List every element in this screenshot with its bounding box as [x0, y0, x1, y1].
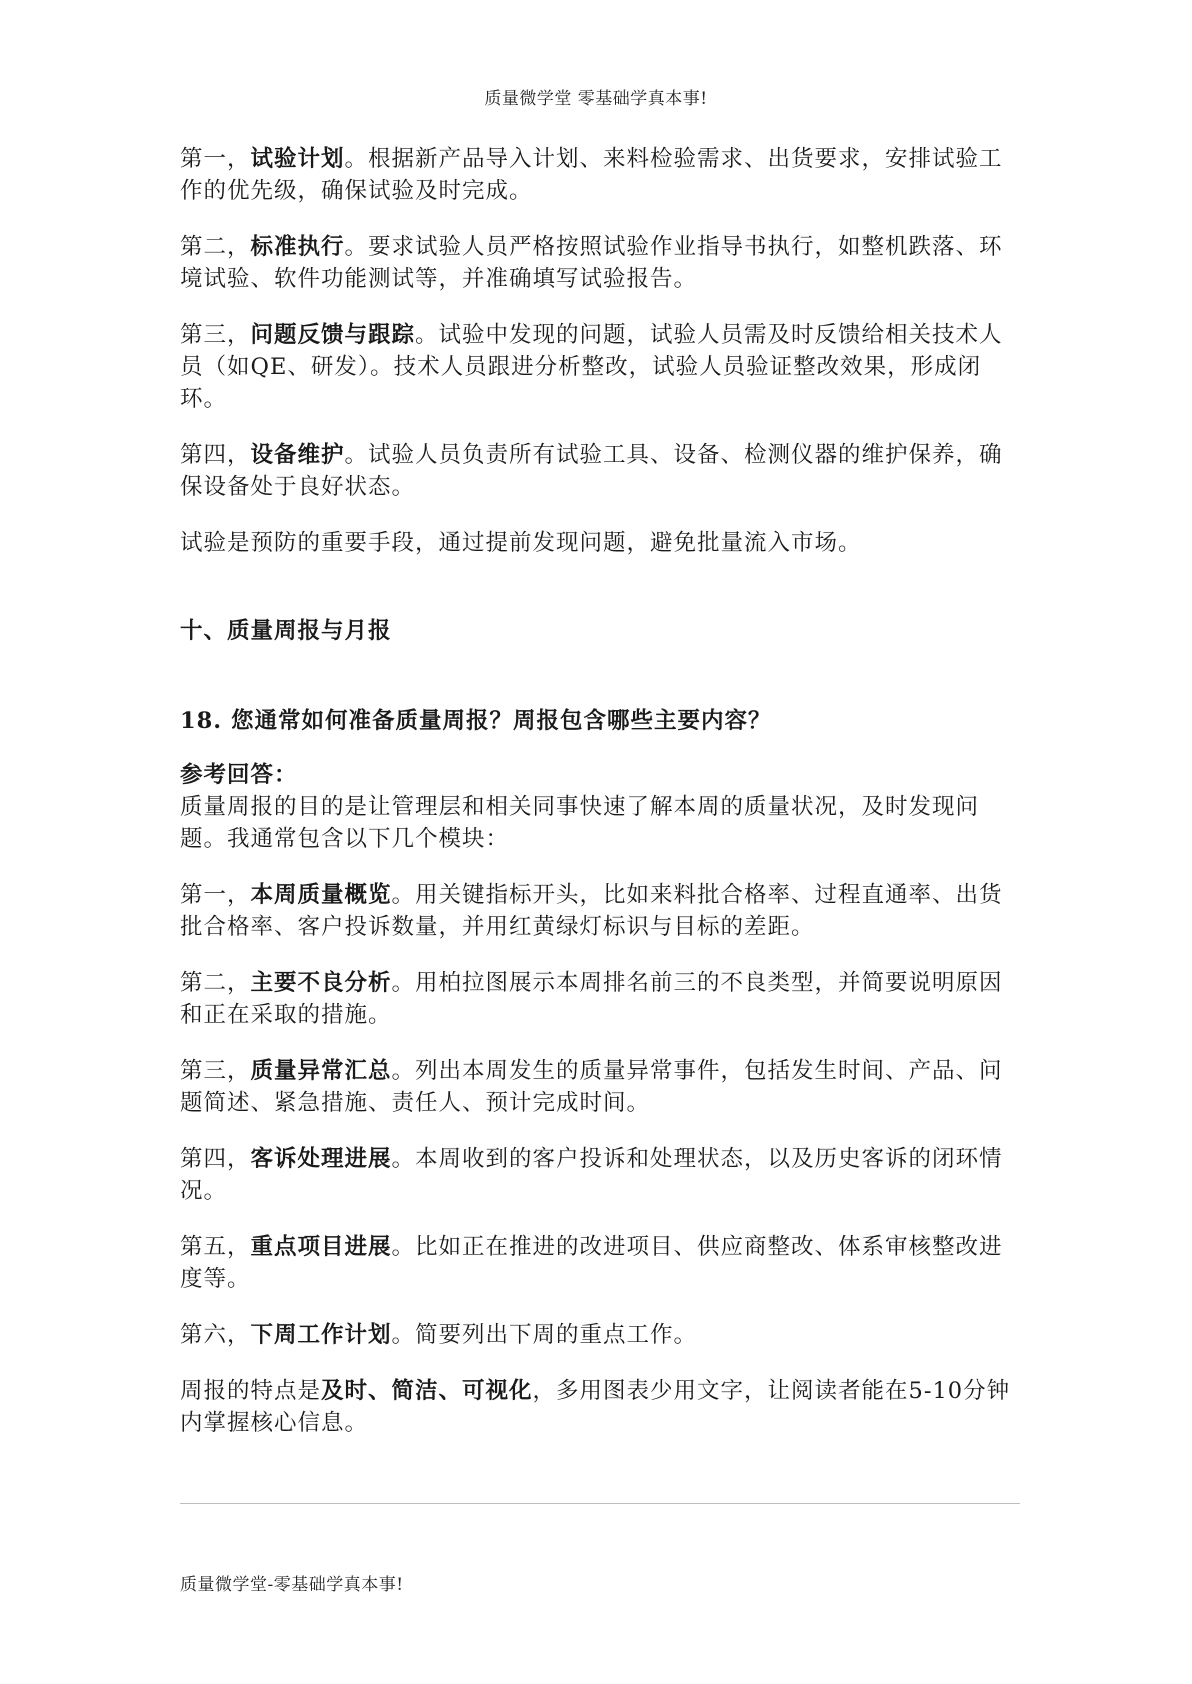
paragraph-item — [180, 1319, 1020, 1351]
paragraph-item — [180, 1231, 1020, 1295]
item-prefix: 第三， — [180, 1058, 251, 1084]
item-text: 。用柏拉图展示本周排名前三的不良类型，并简要说明原因和正在采取的措施。 — [180, 970, 1003, 1028]
paragraph-item — [180, 319, 1020, 415]
paragraph-item — [180, 439, 1020, 503]
paragraph-item — [180, 1143, 1020, 1207]
item-heading: 客诉处理进展 — [250, 1146, 392, 1172]
item-text: 。要求试验人员严格按照试验作业指导书执行，如整机跌落、环境试验、软件功能测试等，并准确填写试验报告。 — [180, 234, 1003, 292]
footer-divider — [180, 1503, 1020, 1504]
closing-bold: 及时、简洁、可视化 — [321, 1378, 533, 1404]
item-heading: 问题反馈与跟踪 — [250, 322, 416, 348]
closing-paragraph — [180, 1375, 1020, 1439]
item-text: 。简要列出下周的重点工作。 — [391, 1322, 698, 1348]
item-text: 。用关键指标开头，比如来料批合格率、过程直通率、出货批合格率、客户投诉数量，并用红黄绿灯标识与目标的差距。 — [180, 882, 1003, 940]
item-heading: 质量异常汇总 — [250, 1058, 392, 1084]
item-text: 。试验中发现的问题，试验人员需及时反馈给相关技术人员（如QE、研发）。技术人员跟进分析整改，试验人员验证整改效果，形成闭环。 — [180, 322, 1003, 412]
item-text: 。根据新产品导入计划、来料检验需求、出货要求，安排试验工作的优先级，确保试验及时完成。 — [180, 146, 1003, 204]
item-text: 。列出本周发生的质量异常事件，包括发生时间、产品、问题简述、紧急措施、责任人、预计完成时间。 — [180, 1058, 1003, 1116]
answer-label: 参考回答： — [180, 762, 298, 788]
item-heading: 设备维护 — [250, 442, 345, 468]
item-heading: 试验计划 — [250, 146, 345, 172]
summary-paragraph: 试验是预防的重要手段，通过提前发现问题，避免批量流入市场。 — [180, 530, 862, 556]
paragraph-item — [180, 1055, 1020, 1119]
item-prefix: 第四， — [180, 442, 251, 468]
item-prefix: 第三， — [180, 322, 251, 348]
section-title: 十、质量周报与月报 — [180, 618, 392, 644]
item-text: 。本周收到的客户投诉和处理状态，以及历史客诉的闭环情况。 — [180, 1146, 1003, 1204]
page-header: 质量微学堂 零基础学真本事! — [484, 89, 708, 109]
item-text: 。试验人员负责所有试验工具、设备、检测仪器的维护保养，确保设备处于良好状态。 — [180, 442, 1003, 500]
closing-post: ，多用图表少用文字，让阅读者能在5-10分钟内掌握核心信息。 — [180, 1378, 1011, 1436]
item-prefix: 第二， — [180, 234, 251, 260]
item-heading: 下周工作计划 — [250, 1322, 392, 1348]
item-heading: 重点项目进展 — [250, 1234, 392, 1260]
paragraph-item — [180, 967, 1020, 1031]
item-prefix: 第五， — [180, 1234, 251, 1260]
item-heading: 主要不良分析 — [250, 970, 392, 996]
page-footer: 质量微学堂-零基础学真本事! — [180, 1575, 404, 1595]
item-prefix: 第二， — [180, 970, 251, 996]
paragraph-item — [180, 143, 1020, 207]
paragraph-item — [180, 231, 1020, 295]
item-prefix: 第四， — [180, 1146, 251, 1172]
intro-paragraph: 质量周报的目的是让管理层和相关同事快速了解本周的质量状况，及时发现问题。我通常包含以下几个模块： — [180, 794, 980, 852]
item-heading: 标准执行 — [250, 234, 345, 260]
item-prefix: 第一， — [180, 882, 251, 908]
item-heading: 本周质量概览 — [250, 882, 392, 908]
closing-pre: 周报的特点是 — [180, 1378, 322, 1404]
item-prefix: 第一， — [180, 146, 251, 172]
paragraph-item — [180, 879, 1020, 943]
question-heading: 18. 您通常如何准备质量周报？周报包含哪些主要内容？ — [180, 708, 772, 734]
item-prefix: 第六， — [180, 1322, 251, 1348]
document-body — [180, 143, 1020, 1463]
item-text: 。比如正在推进的改进项目、供应商整改、体系审核整改进度等。 — [180, 1234, 1003, 1292]
